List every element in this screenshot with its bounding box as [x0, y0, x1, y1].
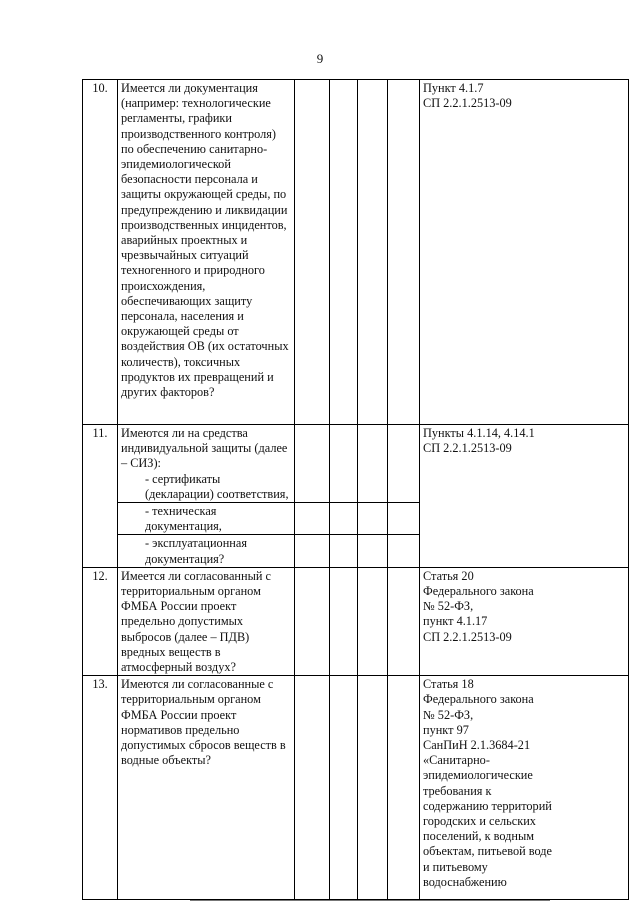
- answer-cell: [358, 676, 388, 900]
- answer-cell: [358, 535, 388, 567]
- table-row: [83, 425, 629, 503]
- reference-cell: [420, 567, 629, 675]
- reference-line: Федерального закона: [423, 692, 534, 707]
- answer-cell: [295, 80, 330, 425]
- answer-cell: [358, 80, 388, 425]
- answer-cell: [295, 425, 330, 503]
- reference-line: № 52-ФЗ,: [423, 707, 474, 722]
- answer-cell: [295, 676, 330, 900]
- reference-line: пункт 97: [423, 722, 469, 737]
- answer-cell: [330, 567, 358, 675]
- row-number: 12.: [83, 567, 118, 675]
- answer-cell: [388, 567, 420, 675]
- reference-line: СП 2.2.1.2513-09: [423, 96, 512, 111]
- reference-line: поселений, к водным: [423, 829, 535, 844]
- answer-cell: [330, 535, 358, 567]
- answer-cell: [330, 80, 358, 425]
- answer-cell: [358, 567, 388, 675]
- answer-cell: [388, 80, 420, 425]
- question-text: Имеются ли согласованные с территориальным органом ФМБА России проект нормативов предельно допустимых сбросов веществ в водные объекты?: [118, 676, 295, 900]
- reference-line: водоснабжению: [423, 874, 507, 889]
- reference-cell: [420, 425, 629, 568]
- reference-line: Федерального закона: [423, 584, 534, 599]
- question-text: Имеется ли согласованный с территориальным органом ФМБА России проект предельно допустимых выбросов (далее – ПДВ) вредных веществ в атмосферный воздух?: [118, 567, 295, 675]
- page-number: 9: [316, 51, 324, 66]
- reference-line: Статья 18: [423, 677, 474, 692]
- reference-line: эпидемиологические: [423, 768, 533, 783]
- answer-cell: [358, 425, 388, 503]
- answer-cell: [295, 567, 330, 675]
- answer-cell: [295, 503, 330, 535]
- reference-line: содержанию территорий: [423, 798, 552, 813]
- reference-line: пункт 4.1.17: [423, 614, 488, 629]
- row-number: 11.: [83, 425, 118, 568]
- answer-cell: [388, 676, 420, 900]
- reference-line: Пункты 4.1.14, 4.14.1: [423, 426, 535, 440]
- reference-line: № 52-ФЗ,: [423, 599, 474, 614]
- table-row: [83, 676, 629, 900]
- reference-line: требования к: [423, 783, 492, 798]
- answer-cell: [388, 503, 420, 535]
- table-row: [83, 567, 629, 675]
- answer-cell: [330, 676, 358, 900]
- sub-item-cell: [118, 535, 295, 567]
- reference-line: городских и сельских: [423, 814, 536, 829]
- answer-cell: [330, 503, 358, 535]
- checklist-table: [82, 79, 629, 900]
- reference-line: СП 2.2.1.2513-09: [423, 629, 512, 644]
- reference-line: СП 2.2.1.2513-09: [423, 441, 512, 456]
- page-bottom-rule: [190, 900, 550, 901]
- row-number: 13.: [83, 676, 118, 900]
- sub-item: - сертификаты (декларации) соответствия,: [145, 471, 289, 501]
- reference-line: и питьевому: [423, 859, 488, 874]
- reference-cell: [420, 676, 629, 900]
- reference-cell: [420, 80, 629, 425]
- reference-line: объектам, питьевой воде: [423, 844, 552, 859]
- sub-item: - техническая документация,: [145, 504, 222, 534]
- question-text: [118, 425, 295, 503]
- question-intro: Имеются ли на средства индивидуальной защиты (далее – СИЗ):: [121, 426, 288, 471]
- sub-item: - эксплуатационная документация?: [145, 536, 247, 566]
- answer-cell: [358, 503, 388, 535]
- reference-line: Статья 20: [423, 568, 474, 583]
- answer-cell: [330, 425, 358, 503]
- table-row: [83, 80, 629, 425]
- row-number: 10.: [83, 80, 118, 425]
- reference-line: Пункт 4.1.7: [423, 81, 484, 95]
- answer-cell: [388, 425, 420, 503]
- sub-item-cell: [118, 503, 295, 535]
- answer-cell: [295, 535, 330, 567]
- question-text: Имеется ли документация (например: технологические регламенты, графики производственного контроля) по обеспечению санитарно-эпидемиологической безопасности персонала и защиты окружающей среды, по предупреждению и ликвидации производственных инцидентов, аварийных проектных и чрезвычайных ситуаций техногенного и природного происхождения, обеспечивающих защиту персонала, населения и окружающей среды от воздействия ОВ (их остаточных количеств), токсичных продуктов их превращений и других факторов?: [118, 80, 295, 425]
- reference-line: «Санитарно-: [423, 753, 490, 768]
- reference-line: СанПиН 2.1.3684-21: [423, 738, 531, 753]
- answer-cell: [388, 535, 420, 567]
